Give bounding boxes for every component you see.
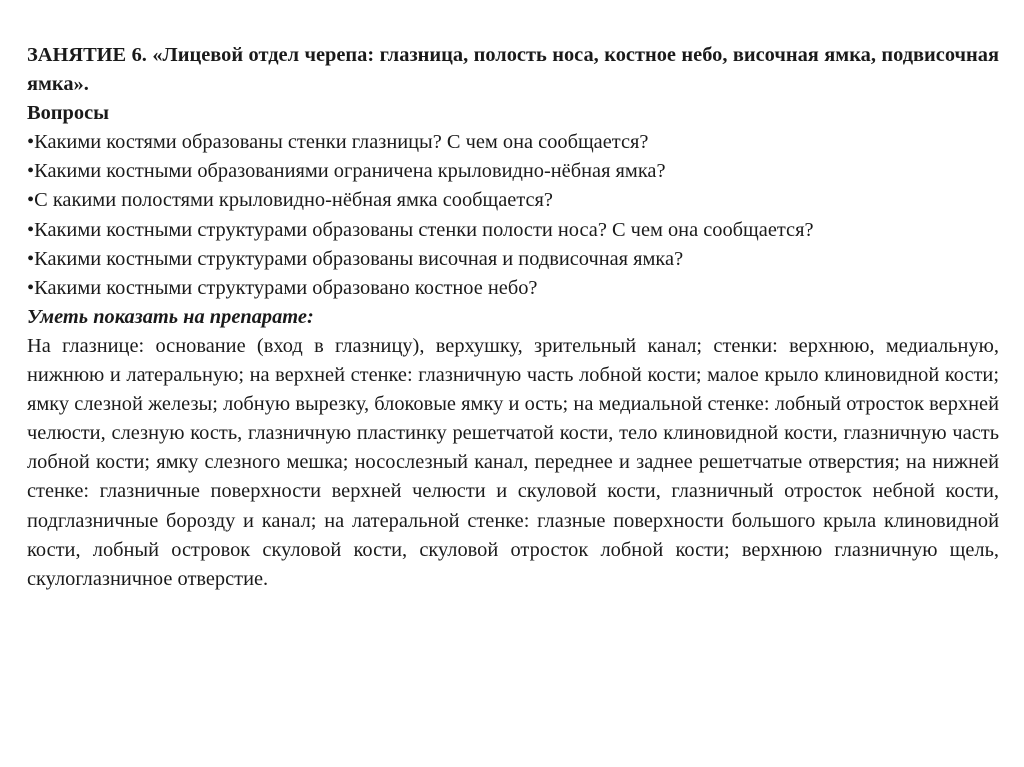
question-item: •Какими костными образованиями ограничена крыловидно-нёбная ямка? (27, 160, 666, 183)
question-item: •Какими костями образованы стенки глазницы? С чем она сообщается? (27, 131, 649, 154)
skills-text: На глазнице: основание (вход в глазницу), верхушку, зрительный канал; стенки: верхнюю, медиальную, нижнюю и латеральную; на верхней стенке: глазничную часть лобной кости; малое крыло клиновидной кости; ямку слезной железы; лобную вырезку, блоковые ямку и ость; на медиальной стенке: лобный отросток верхней челюсти, слезную кость, глазничную пластинку решетчатой кости, тело клиновидной кости, глазничную часть лобной кости; ямку слезного мешка; носослезный канал, переднее и заднее решетчатые отверстия; на нижней стенке: глазничные поверхности верхней челюсти и скуловой кости, глазничный отросток небной кости, подглазничные борозду и канал; на латеральной стенке: глазные поверхности большого крыла клиновидной кости, лобный островок скуловой кости, скуловой отросток лобной кости; верхнюю глазничную щель, скулоглазничное отверстие. (27, 334, 999, 590)
question-item: •С какими полостями крыловидно-нёбная ямка сообщается? (27, 189, 553, 212)
lesson-title: ЗАНЯТИЕ 6. «Лицевой отдел черепа: глазница, полость носа, костное небо, височная ямка, подвисочная ямка». (27, 44, 999, 96)
skills-heading: Уметь показать на препарате: (27, 305, 314, 328)
slide-content (27, 41, 999, 594)
question-item: •Какими костными структурами образованы стенки полости носа? С чем она сообщается? (27, 218, 814, 241)
question-item: •Какими костными структурами образованы височная и подвисочная ямка? (27, 247, 684, 270)
question-item: •Какими костными структурами образовано костное небо? (27, 276, 538, 299)
questions-heading: Вопросы (27, 102, 110, 125)
